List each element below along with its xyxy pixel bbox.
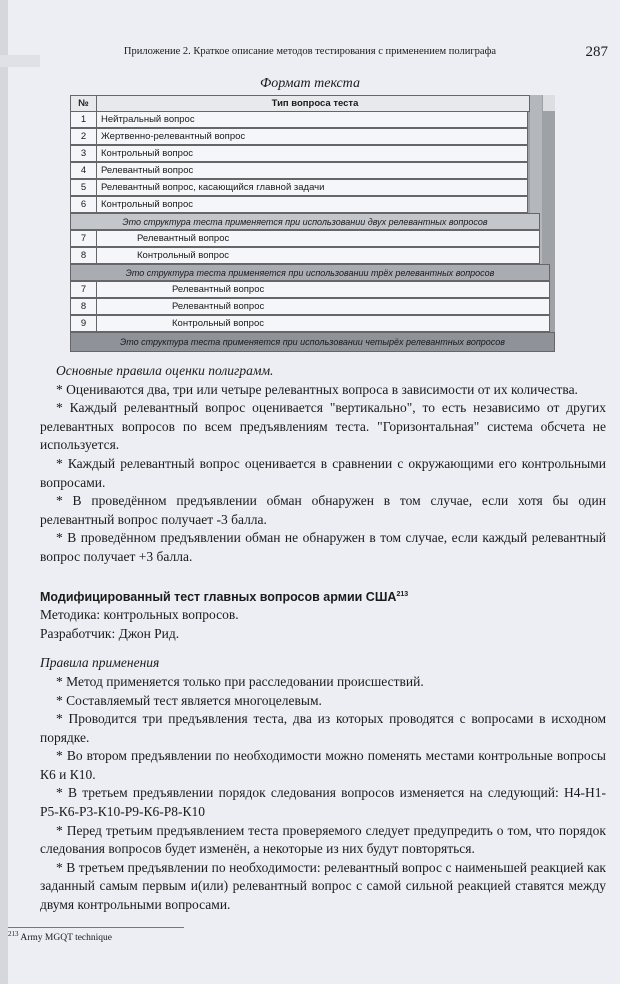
row-type: Контрольный вопрос [101,148,193,159]
row-number: 5 [71,180,97,195]
row-type: Жертвенно-релевантный вопрос [101,131,246,142]
rules-heading: Правила применения [40,655,160,671]
row-number: 2 [71,129,97,144]
rule-item: * Составляемый тест является многоцелевым. [56,692,322,708]
scoring-heading: Основные правила оценки полиграмм. [56,363,274,378]
method-line: Методика: контрольных вопросов. [40,607,239,623]
header-number: № [71,96,97,111]
scoring-item: * Оцениваются два, три или четыре релевантных вопроса в зависимости от их количества. [56,381,578,397]
row-number: 8 [71,248,97,263]
row-type: Контрольный вопрос [101,199,193,210]
row-number: 9 [71,316,97,331]
section-title-text: Модифицированный тест главных вопросов армии США [40,589,397,604]
footnote-text: Army MGQT technique [20,932,113,943]
row-number: 4 [71,163,97,178]
row-number: 7 [71,282,97,297]
row-type: Релевантный вопрос [137,233,230,244]
footnote-divider [8,927,184,928]
row-type: Контрольный вопрос [172,318,264,329]
footnote-ref[interactable]: 213 [396,590,409,598]
scoring-item: * В проведённом предъявлении обман обнаружен в том случае, если хотя бы один релевантный вопрос получает -3 балла. [40,493,606,527]
section-title [40,588,606,607]
row-type: Контрольный вопрос [137,250,229,261]
rule-item: * В третьем предъявлении порядок следования вопросов изменяется на следующий: Н4-Н1-Р5-К6-Р3-К10-Р9-К6-Р8-К10 [40,785,606,820]
rule-item: * Проводится три предъявления теста, два из которых проводятся с вопросами в исходном порядке. [40,711,606,745]
footnote-number: 213 [8,929,19,938]
row-number: 3 [71,146,97,161]
row-number: 7 [71,231,97,246]
header-type: Тип вопроса теста [271,98,359,109]
rule-item: * Во втором предъявлении по необходимости можно поменять местами контрольные вопросы К6 и К10. [40,748,606,782]
row-number: 8 [71,299,97,314]
row-number: 6 [71,197,97,212]
row-type: Релевантный вопрос [172,284,265,295]
table-caption: Это структура теста применяется при использовании четырёх релевантных вопросов [70,332,555,352]
table-caption: Это структура теста применяется при использовании двух релевантных вопросов [70,213,540,230]
row-number: 1 [71,112,97,127]
body-text [40,362,606,915]
table-title: Формат текста [260,76,360,91]
row-type: Релевантный вопрос, касающийся главной задачи [101,182,325,193]
running-header: Приложение 2. Краткое описание методов тестирования с применением полиграфа [123,46,497,57]
page-number: 287 [585,44,608,60]
developer-line: Разработчик: Джон Рид. [40,625,180,641]
row-type: Нейтральный вопрос [101,114,195,125]
footnote [8,929,606,944]
row-type: Релевантный вопрос [172,301,265,312]
table-caption: Это структура теста применяется при использовании трёх релевантных вопросов [70,264,550,281]
rule-item: * В третьем предъявлении по необходимости: релевантный вопрос с наименьшей реакцией как заданный самым первым и(или) релевантный вопрос с самой сильной реакцией ставятся между двумя контрольными вопросами. [40,859,606,913]
scoring-item: * Каждый релевантный вопрос оценивается в сравнении с окружающими его контрольными вопросами. [40,455,606,490]
rule-item: * Перед третьим предъявлением теста проверяемого следует предупредить о том, что порядок следования вопросов будет изменён, а некоторые из них будут повторяться. [40,822,606,857]
scoring-item: * В проведённом предъявлении обман не обнаружен в том случае, если каждый релевантный вопрос получает +3 балла. [40,530,606,564]
scoring-item: * Каждый релевантный вопрос оценивается "вертикально", то есть независимо от других релевантных вопросов по всем предъявлениям теста. "Горизонтальная" система обсчета не используется. [40,400,606,453]
rule-item: * Метод применяется только при расследовании происшествий. [56,673,424,689]
row-type: Релевантный вопрос [101,165,194,176]
